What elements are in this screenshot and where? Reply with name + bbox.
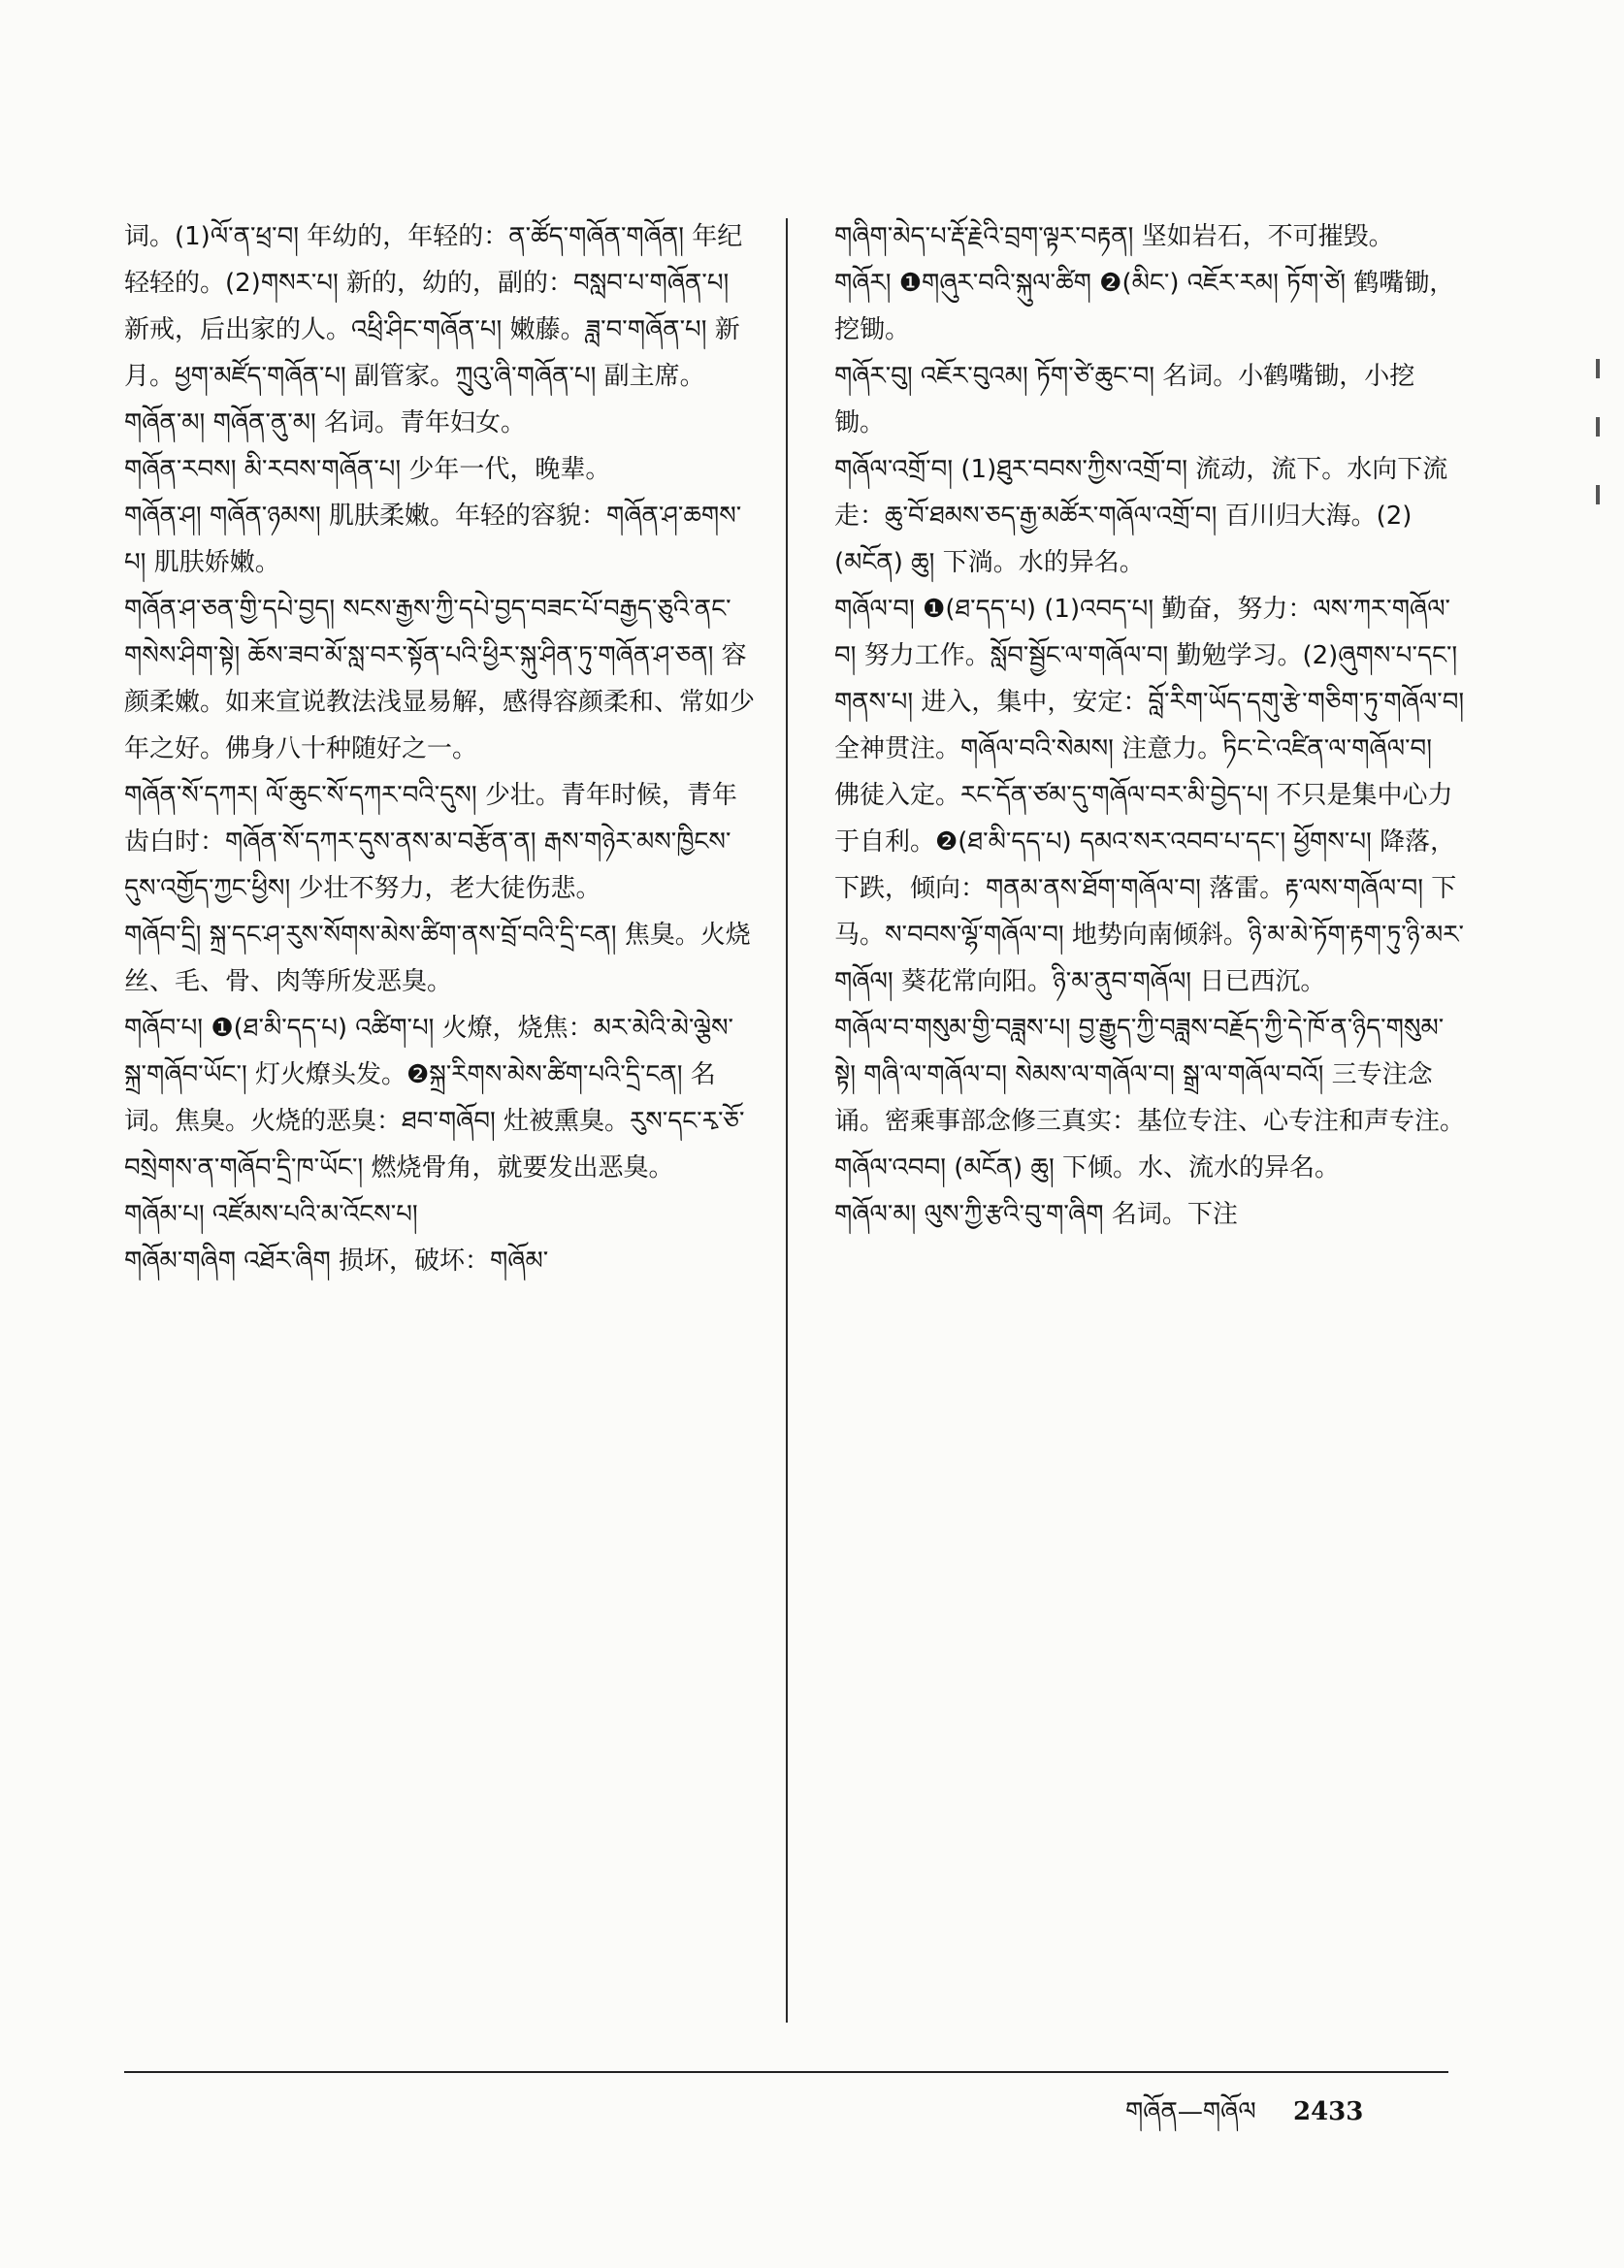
margin-mark: [1596, 359, 1600, 378]
right-column: [834, 213, 1465, 1238]
entry-text: གཞོལ་བ། ❶(ཐ་དད་པ) (1)འབད་པ། 勤奋，努力：ལས་ཀར་གཞོལ་བ། 努力工作。སློབ་སྦྱོང་ལ་གཞོལ་བ། 勤勉学习。(2)ཞུགས་པ་དང་། གནས་པ། 进入，集中，安定：བློ་རིག་ཡོད་དགུ་རྩེ་གཅིག་ཏུ་གཞོལ་བ། 全神贯注。གཞོལ་བའི་སེམས། 注意力。ཏིང་ངེ་འཛིན་ལ་གཞོལ་བ། 佛徒入定。རང་དོན་ཙམ་དུ་གཞོལ་བར་མི་བྱེད་པ། 不只是集中心力于自利。❷(ཐ་མི་དད་པ) དམའ་སར་འབབ་པ་དང་། ཕྱོགས་པ། 降落，下跌，倾向：གནམ་ནས་ཐོག་གཞོལ་བ། 落雷。རྟ་ལས་གཞོལ་བ། 下马。ས་བབས་ལྷོ་གཞོལ་བ། 地势向南倾斜。ཉི་མ་མེ་ཏོག་རྟག་ཏུ་ཉི་མར་གཞོལ། 葵花常向阳。ཉི་མ་ནུབ་གཞོལ། 日已西沉。: [834, 595, 1465, 996]
entry-text: གཞོན་ཤ། གཞོན་ཉམས། 肌肤柔嫩。年轻的容貌：གཞོན་ཤ་ཆགས་པ། 肌肤娇嫩。: [124, 502, 742, 577]
entry-text: གཞོབ་པ། ❶(ཐ་མི་དད་པ) འཚིག་པ། 火燎，烧焦：མར་མེའི་མེ་ལྕེས་སྐྲ་གཞོབ་ཡོང་། 灯火燎头发。❷སྐྲ་རིགས་མེས་ཚིག་པའི་དྲི་ངན། 名词。焦臭。火烧的恶臭：ཐབ་གཞོབ། 灶被熏臭。རུས་དང་རྭ་ཅོ་བསྲེགས་ན་གཞོབ་དྲི་ཁ་ཡོང་། 燃烧骨角，就要发出恶臭。: [124, 1014, 745, 1183]
entry-text: གཞོལ་མ། ལུས་ཀྱི་རྩའི་བུ་ག་ཞིག 名词。下注: [834, 1200, 1238, 1229]
entry-text: གཞོན་ཤ་ཅན་གྱི་དཔེ་བྱད། སངས་རྒྱས་ཀྱི་དཔེ་བྱད་བཟང་པོ་བརྒྱད་ཅུའི་ནང་གསེས་ཤིག་སྟེ། ཆོས་ཟབ་མོ་སླ་བར་སྟོན་པའི་ཕྱིར་སྐུ་ཤིན་ཏུ་གཞོན་ཤ་ཅན། 容颜柔嫩。如来宣说教法浅显易解，感得容颜柔和、常如少年之好。佛身八十种随好之一。: [124, 595, 756, 763]
entry-text: གཞིག་མེད་པ་རྡོ་རྗེའི་བྲག་ལྟར་བརྟན། 坚如岩石，不可摧毁。: [834, 222, 1394, 251]
entry-text: གཞོན་སོ་དཀར། ལོ་ཆུང་སོ་དཀར་བའི་དུས། 少壮。青年时候，青年齿白时：གཞོན་སོ་དཀར་དུས་ནས་མ་བརྩོན་ན། རྒས་གཉེར་མས་ཁྱིངས་དུས་འགྱོད་ཀྱང་ཕྱིས། 少壮不努力，老大徒伤悲。: [124, 781, 737, 903]
margin-mark: [1596, 417, 1600, 437]
column-divider: [786, 218, 788, 2023]
entry-text: གཞོལ་འབབ། (མངོན) ཆུ། 下倾。水、流水的异名。: [834, 1153, 1340, 1183]
page-number: 2433: [1292, 2097, 1364, 2126]
entry-text: གཞོལ་བ་གསུམ་གྱི་བཟླས་པ། བྱ་རྒྱུད་ཀྱི་བཟླས་བརྗོད་ཀྱི་དེ་ཁོ་ན་ཉིད་གསུམ་སྟེ། གཞི་ལ་གཞོལ་བ། སེམས་ལ་གཞོལ་བ། སྒྲ་ལ་གཞོལ་བའོ། 三专注念诵。密乘事部念修三真实：基位专注、心专注和声专注。: [834, 1014, 1466, 1136]
page-footer: [1125, 2084, 1363, 2155]
entry-text: 词。(1)ལོ་ན་ཕྲ་བ། 年幼的，年轻的：ན་ཚོད་གཞོན་གཞོན། 年纪轻轻的。(2)གསར་པ། 新的，幼的，副的：བསླབ་པ་གཞོན་པ། 新戒，后出家的人。འཕྲི་ཤིང་གཞོན་པ། 嫩藤。ཟླ་བ་གཞོན་པ། 新月。ཕྱག་མཛོད་གཞོན་པ། 副管家。ཀྲུའུ་ཞི་གཞོན་པ། 副主席。: [124, 222, 743, 391]
entry-text: གཞོར། ❶གཞུར་བའི་སྐུལ་ཚིག ❷(མིང་) འཇོར་རམ། ཏོག་ཙེ། 鹤嘴锄，挖锄。: [834, 269, 1455, 344]
entry-text: གཞོན་རབས། མི་རབས་གཞོན་པ། 少年一代，晚辈。: [124, 455, 611, 484]
entry-text: གཞོན་མ། གཞོན་ནུ་མ། 名词。青年妇女。: [124, 408, 526, 437]
entry-text: གཞོབ་དྲི། སྐྲ་དང་ཤ་རུས་སོགས་མེས་ཚིག་ནས་བྲོ་བའི་དྲི་ངན། 焦臭。火烧丝、毛、骨、肉等所发恶臭。: [124, 921, 751, 996]
margin-mark: [1596, 485, 1600, 504]
entry-text: གཞོལ་འགྲོ་བ། (1)ཐུར་བབས་ཀྱིས་འགྲོ་བ། 流动，流下。水向下流走：ཆུ་བོ་ཐམས་ཅད་རྒྱ་མཚོར་གཞོལ་འགྲོ་བ། 百川归大海。(2)(མངོན) ཆུ། 下淌。水的异名。: [834, 455, 1448, 577]
entry-text: གཞོམ་གཞིག འཐོར་ཞིག 损坏，破坏：གཞོམ་: [124, 1247, 549, 1276]
left-column: [124, 213, 755, 1284]
running-head: གཞོན—གཞོལ: [1125, 2097, 1256, 2126]
entry-text: གཞོར་བུ། འཇོར་བུའམ། ཏོག་ཙེ་ཆུང་བ། 名词。小鹤嘴锄，小挖锄。: [834, 362, 1415, 437]
footer-rule: [124, 2071, 1448, 2073]
entry-text: གཞོམ་པ། འཛོམས་པའི་མ་འོངས་པ།: [124, 1200, 418, 1229]
